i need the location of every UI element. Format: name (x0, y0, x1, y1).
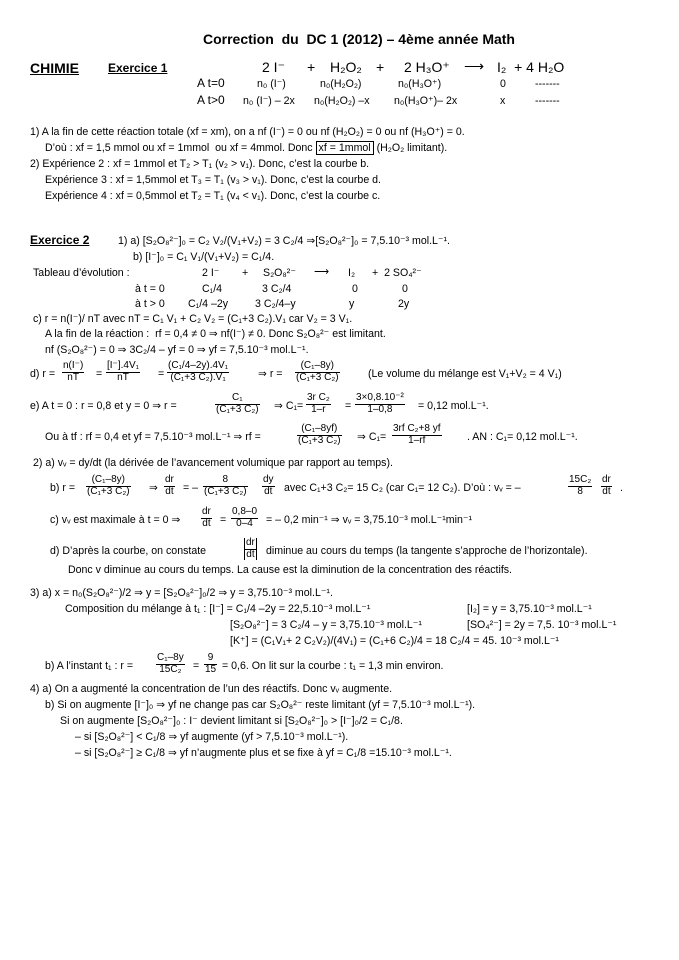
tab2-r2-c1: C₁/4 –2y (188, 298, 229, 310)
table1-row-t0-c3: n₀(H₃O⁺) (398, 78, 442, 90)
ex2-2c-frac2: $\frac{0,8-0}{0-4}$ (232, 506, 258, 529)
tab2-h3: S₂O₈²⁻ (263, 267, 296, 279)
ex2-e-prefix: e) A t = 0 : r = 0,8 et y = 0 ⇒ r = (30, 400, 177, 412)
boxed-result: xf = 1mmol (316, 141, 374, 155)
ex2-f-result: . AN : C₁= 0,12 mol.L⁻¹. (467, 431, 578, 443)
ex2-f-prefix: Ou à tf : rf = 0,4 et yf = 7,5.10⁻³ mol.L⁻¹ ⇒ rf = (45, 431, 261, 443)
table1-row-t0-c2: n₀(H₂O₂) (320, 78, 362, 90)
ex2-line-1a: 1) a) [S₂O₈²⁻]₀ = C₂ V₂/(V₁+V₂) = 3 C₂/4 ⇒[S₂O₈²⁻]₀ = 7,5.10⁻³ mol.L⁻¹. (118, 235, 450, 247)
ex2-3-so4: [SO₄²⁻] = 2y = 7,5. 10⁻³ mol.L⁻¹ (467, 619, 617, 631)
tab2-r2-c3: y (349, 298, 355, 310)
ex2-line-c3: nf (S₂O₈²⁻) = 0 ⇒ 3C₂/4 – yf = 0 ⇒ yf = 7,5.10⁻³ mol.L⁻¹. (45, 344, 309, 356)
ex2-f-frac2: $\frac{\text{3rf C₂+8 yf}}{1-rf}$ (393, 423, 441, 446)
tab2-h5: I₂ (348, 267, 356, 279)
ex2-2c-eq: = (220, 514, 227, 526)
eq-plus-2: + (376, 59, 385, 75)
ex2-f-implies: ⇒ C₁= (357, 431, 387, 443)
ex2-e-frac2: $\frac{\text{3r C₂}}{1-r}$ (307, 392, 330, 415)
ex2-d-frac1: $\frac{n(I^-)}{nT}$ (63, 360, 84, 383)
ex2-3b-eq: = (193, 660, 200, 672)
tab2-r2-c4: 2y (398, 298, 410, 310)
tab2-h6: + 2 SO₄²⁻ (372, 267, 422, 279)
ex2-2b-frac6: $\frac{dr}{dt}$ (602, 474, 611, 497)
eq-reactant-3: 2 H₃O⁺ (404, 59, 450, 75)
ex2-e-eq: = (345, 400, 352, 412)
tab2-r1-c4: 0 (402, 283, 408, 295)
eq-arrow: ⟶ (464, 58, 485, 74)
ex1-answer-4: Expérience 4 : xf = 0,5mmol et T₂ = T₁ (v₄ < v₁). Donc, c’est la courbe c. (45, 190, 381, 202)
ex2-2b-frac2: $\frac{dr}{dt}$ (165, 474, 174, 497)
ex2-d-prefix: d) r = (30, 368, 56, 380)
ex2-line-c1: c) r = n(I⁻)/ nT avec nT = C₁ V₁ + C₂ V₂ = (C₁+3 C₂).V₁ car V₂ = 3 V₁. (33, 313, 353, 325)
eq-products: I₂ + 4 H₂O (497, 59, 565, 75)
ex2-2c-prefix: c) vᵥ est maximale à t = 0 ⇒ (50, 514, 181, 526)
eq-reactant-2: H₂O₂ (330, 59, 362, 75)
ex2-e-frac3: $\frac{\text{3×0,8.10⁻²}}{1-0,8}$ (356, 392, 404, 415)
eq-plus-1: + (307, 59, 316, 75)
tab2-r1-c1: C₁/4 (202, 283, 223, 295)
tab2-h4: ⟶ (314, 266, 330, 278)
ex2-2b-frac4: $\frac{dy}{dt}$ (263, 474, 274, 497)
ex1-answer-1b: D’où : xf = 1,5 mmol ou xf = 1mmol ou xf = 4mmol. Donc xf = 1mmol (H₂O₂ limitant). (45, 142, 448, 154)
table1-row-t-c2: n₀(H₂O₂) –x (314, 95, 370, 107)
ex1-answer-1: 1) A la fin de cette réaction totale (xf = xm), on a nf (I⁻) = 0 ou nf (H₂O₂) = 0 ou nf (H₃O⁺) = 0. (30, 126, 465, 138)
table1-row-t-label: A t>0 (197, 93, 225, 107)
ex2-2b-frac1: $\frac{\text{(C₁–8y)}}{\text{(C₁+3 C₂)}}$ (87, 474, 130, 497)
ex2-2d-abs-frac: $\frac{dr}{dt}$ (246, 537, 255, 560)
ex2-4d: – si [S₂O₈²⁻] < C₁/8 ⇒ yf augmente (yf > 7,5.10⁻³ mol.L⁻¹). (75, 731, 349, 743)
exercise-2-label: Exercice 2 (30, 233, 90, 247)
table1-row-t0-c1: n₀ (I⁻) (257, 78, 286, 90)
ex2-2b-frac3: $\frac{8}{\text{(C₁+3 C₂)}}$ (204, 474, 247, 497)
ex2-3-s2o8: [S₂O₈²⁻] = 3 C₂/4 – y = 3,75.10⁻³ mol.L⁻¹ (230, 619, 422, 631)
ex2-line-2a: 2) a) vᵥ = dy/dt (la dérivée de l’avancement volumique par rapport au temps). (33, 457, 393, 469)
ex2-3b-prefix: b) A l’instant t₁ : r = (45, 660, 134, 672)
ex2-line-1b: b) [I⁻]₀ = C₁ V₁/(V₁+V₂) = C₁/4. (133, 251, 275, 263)
ex2-d-frac2: $\frac{\text{[I⁻].4V₁}}{nT}$ (107, 360, 139, 383)
tab2-r1-c3: 0 (352, 283, 358, 295)
ex2-3a: 3) a) x = n₀(S₂O₈²⁻)/2 ⇒ y = [S₂O₈²⁻]₀/2 ⇒ y = 3,75.10⁻³ mol.L⁻¹. (30, 587, 333, 599)
ex2-2b-text: avec C₁+3 C₂= 15 C₂ (car C₁= 12 C₂). D’où : vᵥ = – (284, 482, 521, 494)
ex2-2d-prefix: d) D’après la courbe, on constate (50, 545, 207, 557)
ex2-4b: b) Si on augmente [I⁻]₀ ⇒ yf ne change pas car S₂O₈²⁻ reste limitant (yf = 7,5.10⁻³ mol.L⁻¹). (45, 699, 476, 711)
ex2-e-result: = 0,12 mol.L⁻¹. (418, 400, 489, 412)
ex2-4e: – si [S₂O₈²⁻] ≥ C₁/8 ⇒ yf n’augmente plus et se fixe à yf = C₁/8 =15.10⁻³ mol.L⁻¹. (75, 747, 452, 759)
eq-reactant-1: 2 I⁻ (262, 59, 285, 75)
section-heading-chimie: CHIMIE (30, 60, 79, 76)
ex2-2b-eq: = – (183, 482, 199, 494)
ex1-answer-2: 2) Expérience 2 : xf = 1mmol et T₂ > T₁ (v₂ > v₁). Donc, c’est la courbe b. (30, 158, 370, 170)
ex2-d-implies: ⇒ r = (258, 368, 283, 380)
ex2-2c-frac1: $\frac{dr}{dt}$ (202, 506, 211, 529)
table1-row-t0-label: A t=0 (197, 76, 225, 90)
table1-row-t0-c5: ------- (535, 78, 560, 90)
ex2-3b-frac2: $\frac{9}{15}$ (205, 652, 217, 675)
ex2-3-K: [K⁺] = (C₁V₁+ 2 C₂V₂)/(4V₁) = (C₁+6 C₂)/4 = 18 C₂/4 = 45. 10⁻³ mol.L⁻¹ (230, 635, 559, 647)
ex2-e-implies: ⇒ C₁= (274, 400, 304, 412)
exercise-1-label: Exercice 1 (108, 61, 168, 75)
table1-row-t0-c4: 0 (500, 78, 506, 90)
ex2-4c: Si on augmente [S₂O₈²⁻]₀ : I⁻ devient limitant si [S₂O₈²⁻]₀ > [I⁻]₀/2 = C₁/8. (60, 715, 403, 727)
table1-row-t-c1: n₀ (I⁻) – 2x (243, 95, 295, 107)
ex2-3-composition: Composition du mélange à t₁ : [I⁻] = C₁/4 –2y = 22,5.10⁻³ mol.L⁻¹ (65, 603, 371, 615)
ex2-2b-end: . (620, 482, 623, 494)
ex2-d-frac3: $\frac{\text{(C₁/4–2y).4V₁}}{\text{(C₁+3 C₂).V₁}}$ (168, 360, 229, 383)
tab2-r1-c2: 3 C₂/4 (262, 283, 292, 295)
ex2-2d-text: diminue au cours du temps (la tangente s’approche de l’horizontale). (266, 545, 588, 557)
tab2-h2: + (242, 267, 249, 279)
ex2-d-eq2: = (158, 368, 165, 380)
ex2-3b-result: = 0,6. On lit sur la courbe : t₁ = 1,3 min environ. (222, 660, 444, 672)
page-title: Correction du DC 1 (2012) – 4ème année Math (203, 31, 515, 47)
ex2-f-frac1: $\frac{\text{(C₁–8yf)}}{\text{(C₁+3 C₂)}}$ (298, 423, 341, 446)
ex2-2b-prefix: b) r = (50, 482, 76, 494)
ex2-3-I2: [I₂] = y = 3,75.10⁻³ mol.L⁻¹ (467, 603, 592, 615)
ex2-2b-frac5: $\frac{\text{15C₂}}{8}$ (569, 474, 592, 497)
tab2-r1-label: à t = 0 (135, 283, 165, 295)
evolution-table-label: Tableau d’évolution : (33, 267, 130, 279)
ex2-line-c2: A la fin de la réaction : rf = 0,4 ≠ 0 ⇒ nf(I⁻) ≠ 0. Donc S₂O₈²⁻ est limitant. (45, 328, 386, 340)
ex2-2d-conclusion: Donc v diminue au cours du temps. La cause est la diminution de la concentration des réactifs. (68, 564, 513, 576)
table1-row-t-c4: x (500, 95, 506, 107)
ex2-e-frac1: $\frac{\text{C₁}}{\text{(C₁+3 C₂)}}$ (216, 392, 259, 415)
ex2-2b-implies: ⇒ (149, 482, 158, 494)
tab2-r2-c2: 3 C₂/4–y (255, 298, 296, 310)
tab2-r2-label: à t > 0 (135, 298, 165, 310)
ex1-answer-3: Expérience 3 : xf = 1,5mmol et T₃ = T₁ (v₃ > v₁). Donc, c’est la courbe d. (45, 174, 381, 186)
ex2-2c-result: = – 0,2 min⁻¹ ⇒ vᵥ = 3,75.10⁻³ mol.L⁻¹min⁻¹ (266, 514, 472, 526)
ex2-4a: 4) a) On a augmenté la concentration de l’un des réactifs. Donc vᵥ augmente. (30, 683, 393, 695)
table1-row-t-c3: n₀(H₃O⁺)– 2x (394, 95, 458, 107)
ex2-3b-frac1: $\frac{\text{C₁–8y}}{\text{15C₂}}$ (157, 652, 184, 675)
table1-row-t-c5: ------- (535, 95, 560, 107)
tab2-h1: 2 I⁻ (202, 267, 220, 279)
ex2-d-eq1: = (96, 368, 103, 380)
ex2-d-note: (Le volume du mélange est V₁+V₂ = 4 V₁) (368, 368, 562, 380)
ex2-d-frac4: $\frac{\text{(C₁–8y)}}{\text{(C₁+3 C₂)}}$ (296, 360, 339, 383)
